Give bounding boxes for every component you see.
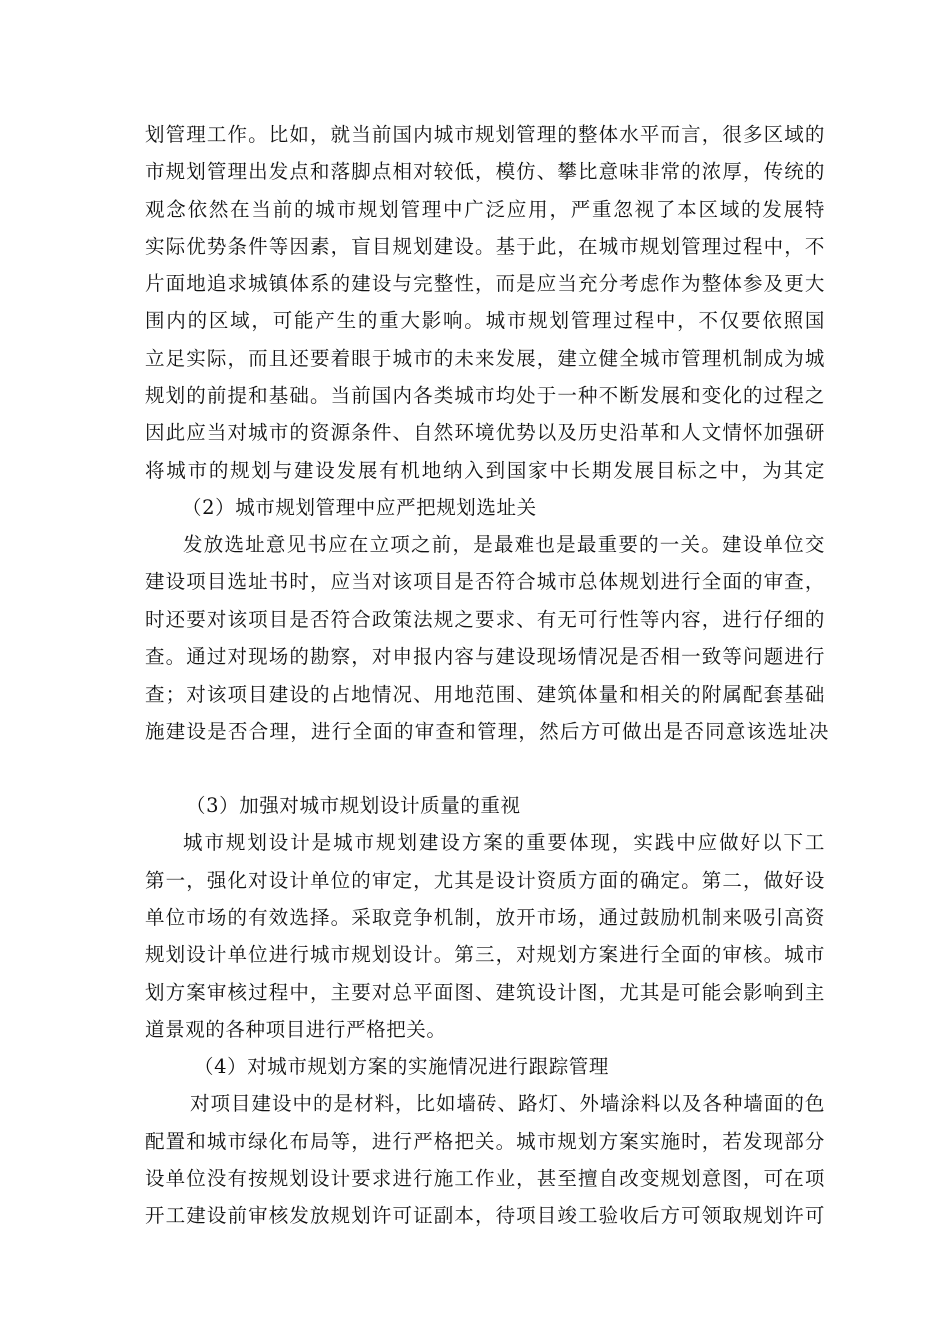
paragraph-line: 第一，强化对设计单位的审定，尤其是设计资质方面的确定。第二，做好设 [145, 869, 825, 892]
paragraph-line: 市规划管理出发点和落脚点相对较低，模仿、攀比意味非常的浓厚，传统的 [145, 160, 825, 183]
paragraph-line: 将城市的规划与建设发展有机地纳入到国家中长期发展目标之中，为其定 [145, 459, 825, 482]
section-heading-2: （2）城市规划管理中应严把规划选址关 [182, 496, 537, 519]
paragraph-line: 片面地追求城镇体系的建设与完整性，而是应当充分考虑作为整体参及更大 [145, 272, 825, 295]
paragraph-line: 划管理工作。比如，就当前国内城市规划管理的整体水平而言，很多区域的 [145, 123, 825, 146]
paragraph-line: 发放选址意见书应在立项之前，是最难也是最重要的一关。建设单位交 [183, 533, 825, 556]
paragraph-line: 规划设计单位进行城市规划设计。第三，对规划方案进行全面的审核。城市 [145, 943, 825, 966]
paragraph-line: 查。通过对现场的勘察，对申报内容与建设现场情况是否相一致等问题进行 [145, 645, 825, 668]
paragraph-line: 观念依然在当前的城市规划管理中广泛应用，严重忽视了本区域的发展特 [145, 198, 825, 221]
paragraph-line: 配置和城市绿化布局等，进行严格把关。城市规划方案实施时，若发现部分 [145, 1130, 825, 1153]
paragraph-line: 道景观的各种项目进行严格把关。 [145, 1018, 447, 1041]
paragraph-line: 划方案审核过程中，主要对总平面图、建筑设计图，尤其是可能会影响到主 [145, 981, 825, 1004]
paragraph-line: 围内的区域，可能产生的重大影响。城市规划管理过程中，不仅要依照国 [145, 309, 825, 332]
paragraph-line: 立足实际，而且还要着眼于城市的未来发展，建立健全城市管理机制成为城 [145, 347, 825, 370]
paragraph-line: 实际优势条件等因素，盲目规划建设。基于此，在城市规划管理过程中，不 [145, 235, 825, 258]
paragraph-line: 设单位没有按规划设计要求进行施工作业，甚至擅自改变规划意图，可在项 [145, 1167, 825, 1190]
paragraph-line: 施建设是否合理，进行全面的审查和管理，然后方可做出是否同意该选址决 [145, 720, 829, 743]
paragraph-line: 时还要对该项目是否符合政策法规之要求、有无可行性等内容，进行仔细的 [145, 608, 825, 631]
paragraph-line: 开工建设前审核发放规划许可证副本，待项目竣工验收后方可领取规划许可 [145, 1204, 825, 1227]
paragraph-line: 建设项目选址书时，应当对该项目是否符合城市总体规划进行全面的审查， [145, 570, 825, 593]
section-heading-4: （4）对城市规划方案的实施情况进行跟踪管理 [194, 1055, 610, 1078]
paragraph-line: 因此应当对城市的资源条件、自然环境优势以及历史沿革和人文情怀加强研 [145, 421, 825, 444]
paragraph-line: 城市规划设计是城市规划建设方案的重要体现，实践中应做好以下工 [183, 831, 825, 854]
paragraph-line: 查；对该项目建设的占地情况、用地范围、建筑体量和相关的附属配套基础 [145, 683, 825, 706]
paragraph-line: 对项目建设中的是材料，比如墙砖、路灯、外墙涂料以及各种墙面的色 [190, 1092, 825, 1115]
section-heading-3: （3）加强对城市规划设计质量的重视 [186, 794, 521, 817]
paragraph-line: 规划的前提和基础。当前国内各类城市均处于一种不断发展和变化的过程之 [145, 384, 825, 407]
paragraph-line: 单位市场的有效选择。采取竞争机制，放开市场，通过鼓励机制来吸引高资 [145, 906, 825, 929]
